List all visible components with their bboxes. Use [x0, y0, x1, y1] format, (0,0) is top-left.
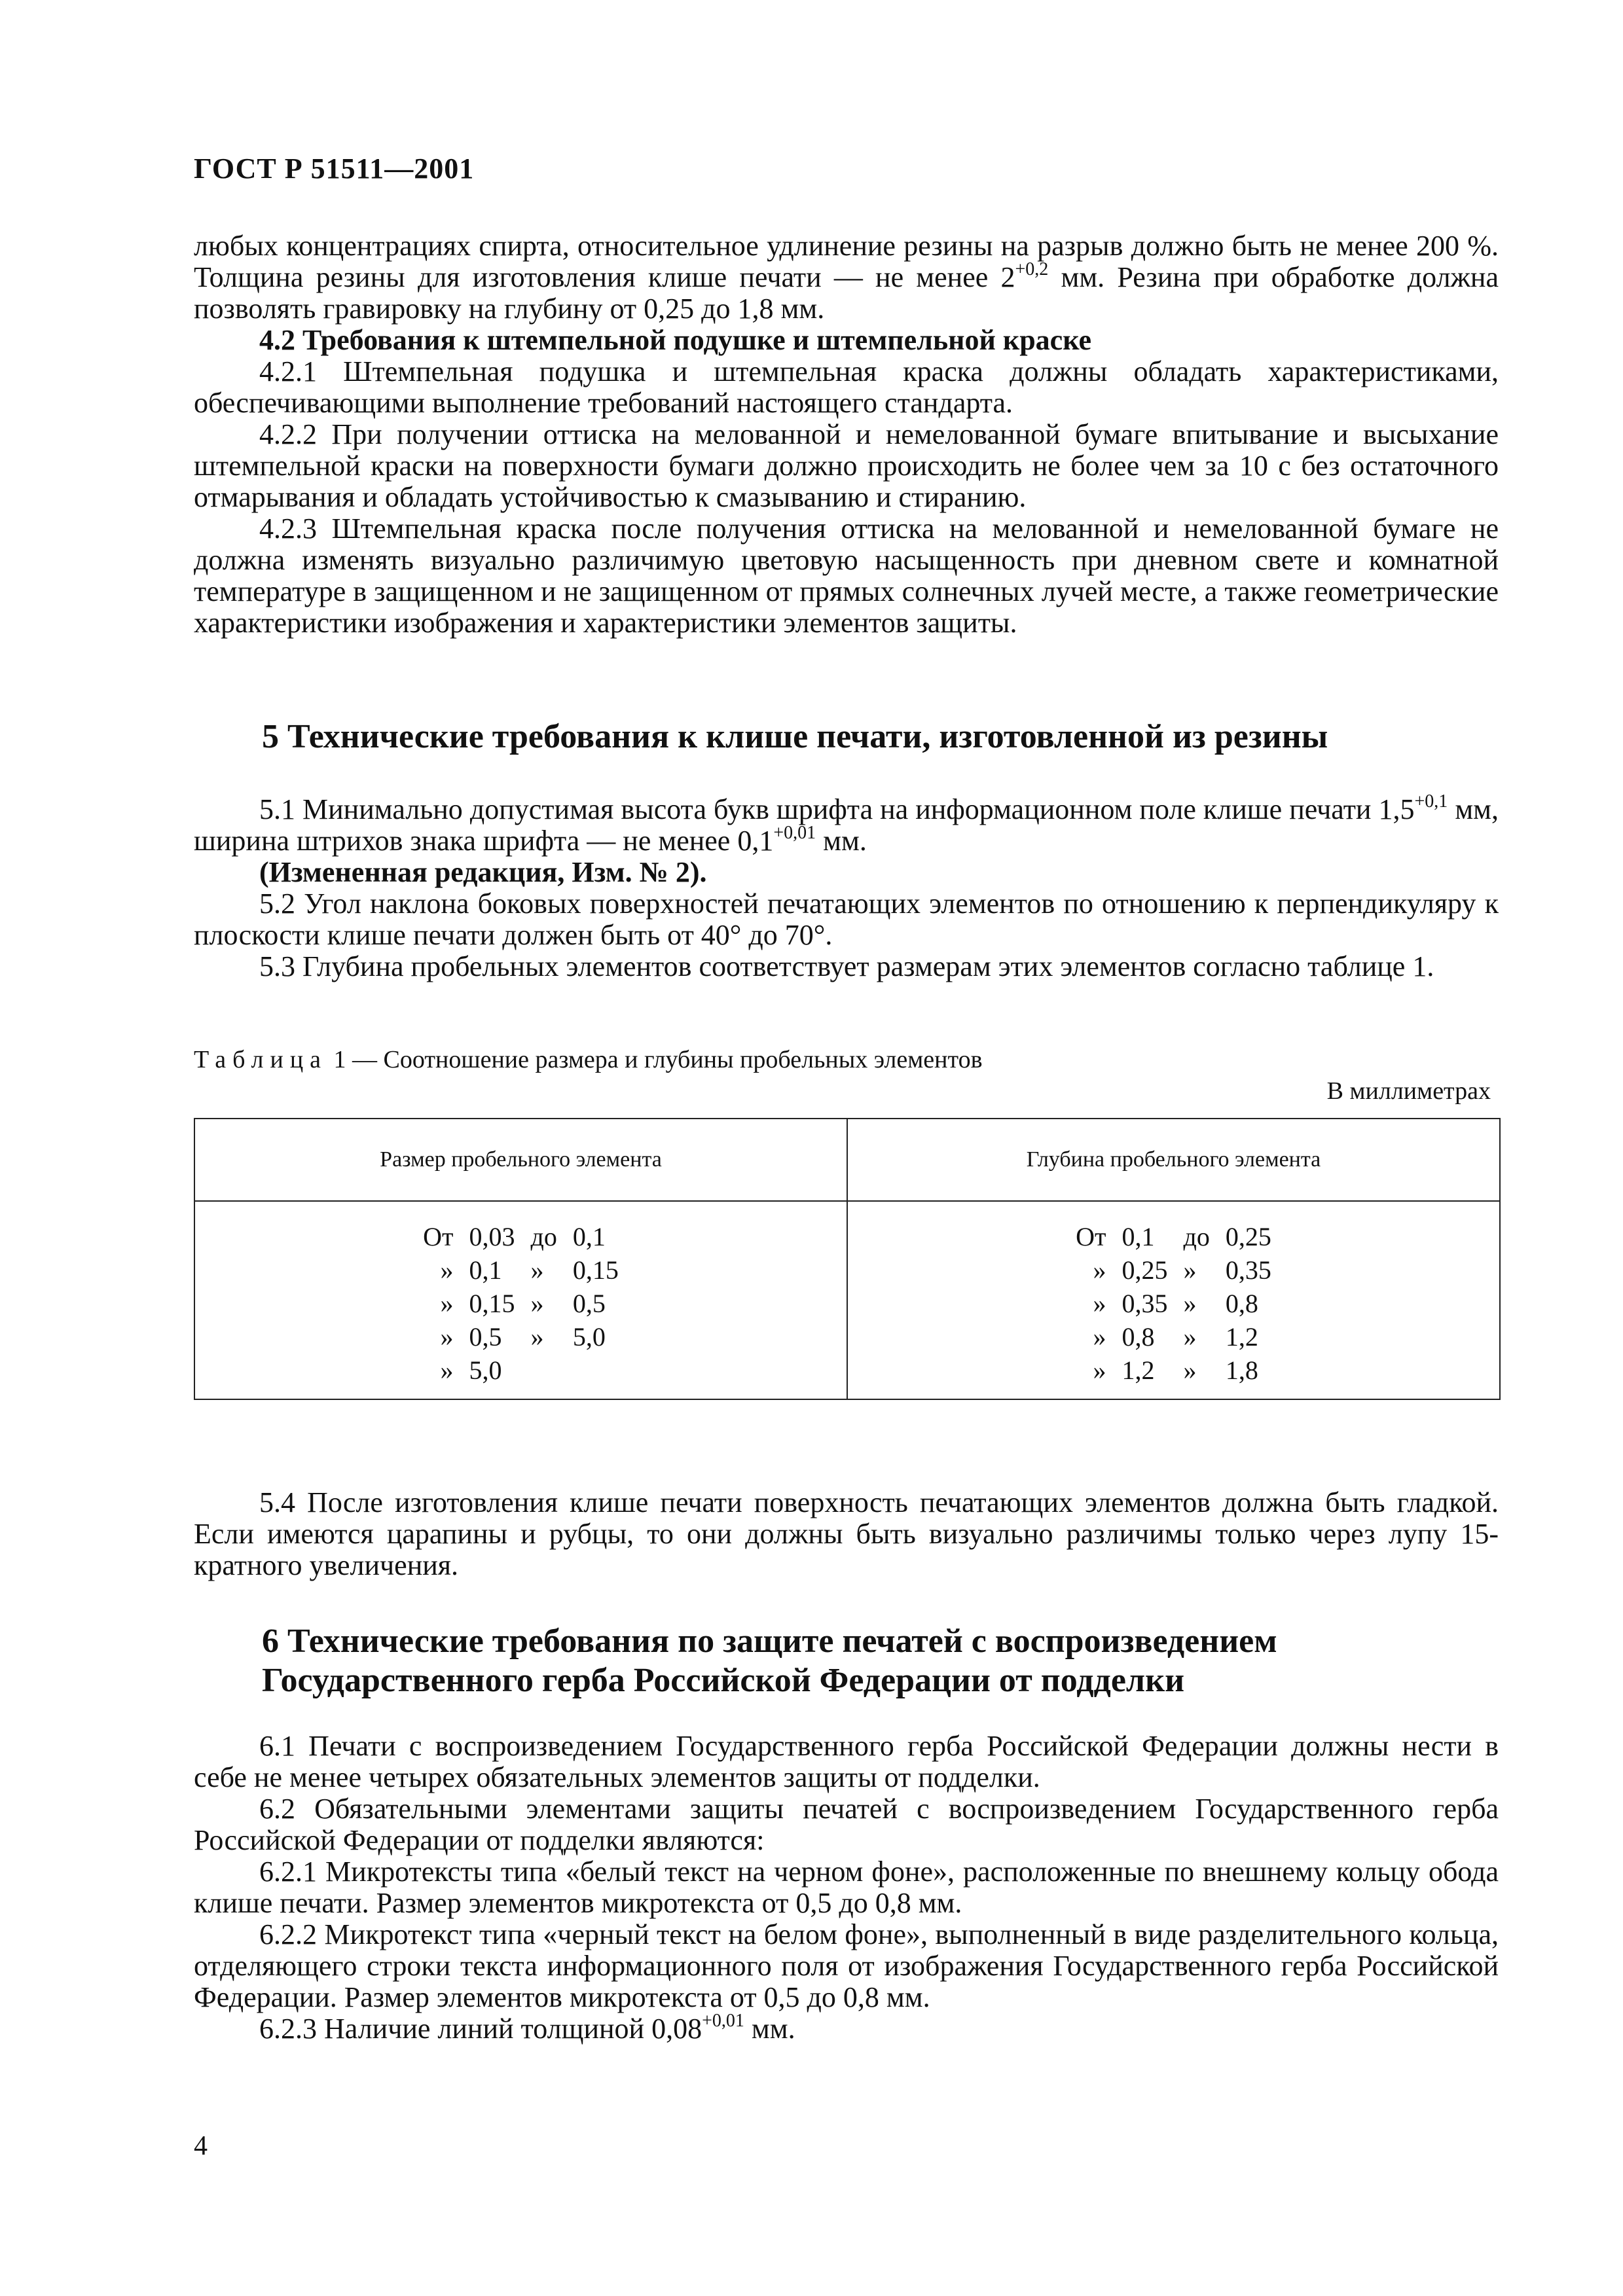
paragraph-4-2-3: 4.2.3 Штемпельная краска после получения оттиска на мелованной и немелованной бумаге не должна изменять визуально различимую цветовую насыщенность при дневном свете и комнатной температуре в защищенном и не защищенном от прямых солнечных лучей месте, а также геометрические характеристики изображения и характеристики элементов защиты.: [194, 512, 1499, 639]
range-cell: От: [1076, 1222, 1106, 1251]
range-cell: »: [1093, 1255, 1106, 1285]
paragraph-4-2-2: 4.2.2 При получении оттиска на мелованной и немелованной бумаге впитывание и высыхание штемпельной краски на поверхности бумаги должно происходить не более чем за 10 с без остаточного отмарывания и обладать устойчивостью к смазыванию и стиранию.: [194, 418, 1499, 513]
range-cell: »: [1183, 1289, 1197, 1318]
depth-ranges: [1068, 1220, 1279, 1387]
range-cell: »: [530, 1289, 544, 1318]
paragraph-6-2-2: 6.2.2 Микротекст типа «черный текст на белом фоне», выполненный в виде разделительного кольца, отделяющего строки текста информационного поля от изображения Государственного герба Российской Федерации. Размер элементов микротекста от 0,5 до 0,8 мм.: [194, 1918, 1499, 2013]
paragraph-6-1: 6.1 Печати с воспроизведением Государственного герба Российской Федерации должны нести в себе не менее четырех обязательных элементов защиты от подделки.: [194, 1730, 1499, 1793]
range-cell: 1,2: [1122, 1355, 1155, 1385]
range-row: [1068, 1253, 1279, 1287]
range-cell: »: [530, 1255, 544, 1285]
range-cell: 1,2: [1225, 1322, 1258, 1352]
paragraph-5-4: 5.4 После изготовления клише печати поверхность печатающих элементов должна быть гладкой. Если имеются царапины и рубцы, то они должны быть визуально различимы только через лупу 15-кратного увеличения.: [194, 1486, 1499, 1581]
range-row: [415, 1253, 627, 1287]
range-cell: От: [423, 1222, 454, 1251]
range-cell: [523, 1354, 565, 1387]
paragraph-5-3: 5.3 Глубина пробельных элементов соответствует размерам этих элементов согласно таблице 1.: [259, 950, 1434, 982]
range-cell: 0,25: [1225, 1222, 1271, 1251]
range-cell: »: [1183, 1255, 1197, 1285]
table-units: В миллиметрах: [1326, 1077, 1491, 1105]
range-cell: 0,35: [1225, 1255, 1271, 1285]
range-cell: »: [1093, 1322, 1106, 1352]
range-cell: 5,0: [572, 1322, 606, 1352]
intro-paragraph: любых концентрациях спирта, относительное удлинение резины на разрыв должно быть не менее 200 %. Толщина резины для изготовления клише печати — не менее $2^{+0,2}$ мм. Резина при обработке должна позволять гравировку на глубину от 0,25 до 1,8 мм.: [194, 230, 1499, 325]
range-cell: »: [440, 1322, 454, 1352]
table-caption: Таблица 1 — Соотношение размера и глубины пробельных элементов: [194, 1046, 983, 1073]
range-cell: 0,1: [469, 1255, 502, 1285]
range-cell: »: [440, 1355, 454, 1385]
section-4-continuation: [194, 230, 1499, 639]
range-cell: 0,15: [469, 1289, 515, 1318]
range-cell: »: [1183, 1355, 1197, 1385]
paragraph-6-2-1: 6.2.1 Микротексты типа «белый текст на черном фоне», расположенные по внешнему кольцу обода клише печати. Размер элементов микротекста от 0,5 до 0,8 мм.: [194, 1856, 1499, 1919]
size-ranges-cell: [194, 1201, 847, 1399]
range-cell: 1,8: [1225, 1355, 1258, 1385]
depth-ranges-cell: [847, 1201, 1500, 1399]
range-cell: 0,1: [1122, 1222, 1155, 1251]
range-row: [415, 1354, 627, 1387]
paragraph-5-1: 5.1 Минимально допустимая высота букв шрифта на информационном поле клише печати $1,5^{+0,1}$ мм, ширина штрихов знака шрифта — не менее $0,1^{+0,01}$ мм.: [194, 791, 1499, 857]
range-cell: до: [1183, 1222, 1210, 1251]
range-cell: 0,25: [1122, 1255, 1168, 1285]
range-cell: до: [530, 1222, 557, 1251]
range-cell: 0,1: [572, 1222, 606, 1251]
range-row: [1068, 1287, 1279, 1320]
paragraph-4-2-1: 4.2.1 Штемпельная подушка и штемпельная краска должны обладать характеристиками, обеспечивающими выполнение требований настоящего стандарта.: [194, 355, 1499, 419]
range-cell: 0,15: [572, 1255, 619, 1285]
amendment-note: (Измененная редакция, Изм. № 2).: [259, 856, 707, 888]
section-5-body: [194, 791, 1499, 982]
range-cell: »: [440, 1255, 454, 1285]
range-cell: »: [530, 1322, 544, 1352]
range-row: [1068, 1320, 1279, 1354]
standard-header: ГОСТ Р 51511—2001: [194, 152, 475, 185]
section-6-heading: 6 Технические требования по защите печатей с воспроизведением Государственного герба Российской Федерации от подделки: [262, 1623, 1277, 1699]
range-row: [1068, 1354, 1279, 1387]
section-6-body: [194, 1731, 1499, 2045]
section-5-heading: 5 Технические требования к клише печати, изготовленной из резины: [262, 718, 1328, 755]
range-cell: »: [440, 1289, 454, 1318]
range-cell: »: [1093, 1289, 1106, 1318]
page-number: 4: [194, 2131, 208, 2161]
column-header-depth: Глубина пробельного элемента: [847, 1119, 1500, 1201]
range-cell: »: [1183, 1322, 1197, 1352]
paragraph-5-2: 5.2 Угол наклона боковых поверхностей печатающих элементов по отношению к перпендикуляру к плоскости клише печати должен быть от 40° до 70°.: [194, 888, 1499, 951]
paragraph-6-2-3: 6.2.3 Наличие линий толщиной $0,08^{+0,01}$ мм.: [259, 2011, 795, 2045]
range-cell: 5,0: [469, 1355, 502, 1385]
range-cell: 0,5: [572, 1289, 606, 1318]
range-cell: [565, 1354, 627, 1387]
range-row: [415, 1220, 627, 1253]
table-1: [194, 1118, 1501, 1400]
subsection-4-2-heading: 4.2 Требования к штемпельной подушке и штемпельной краске: [259, 324, 1091, 356]
range-cell: 0,8: [1225, 1289, 1258, 1318]
section-5-4: [194, 1487, 1499, 1581]
range-cell: 0,35: [1122, 1289, 1168, 1318]
column-header-size: Размер пробельного элемента: [194, 1119, 847, 1201]
range-cell: 0,8: [1122, 1322, 1155, 1352]
size-ranges: [415, 1220, 627, 1387]
range-cell: 0,03: [469, 1222, 515, 1251]
range-row: [415, 1320, 627, 1354]
range-row: [1068, 1220, 1279, 1253]
range-row: [415, 1287, 627, 1320]
range-cell: 0,5: [469, 1322, 502, 1352]
range-cell: »: [1093, 1355, 1106, 1385]
paragraph-6-2: 6.2 Обязательными элементами защиты печатей с воспроизведением Государственного герба Российской Федерации от подделки являются:: [194, 1793, 1499, 1856]
